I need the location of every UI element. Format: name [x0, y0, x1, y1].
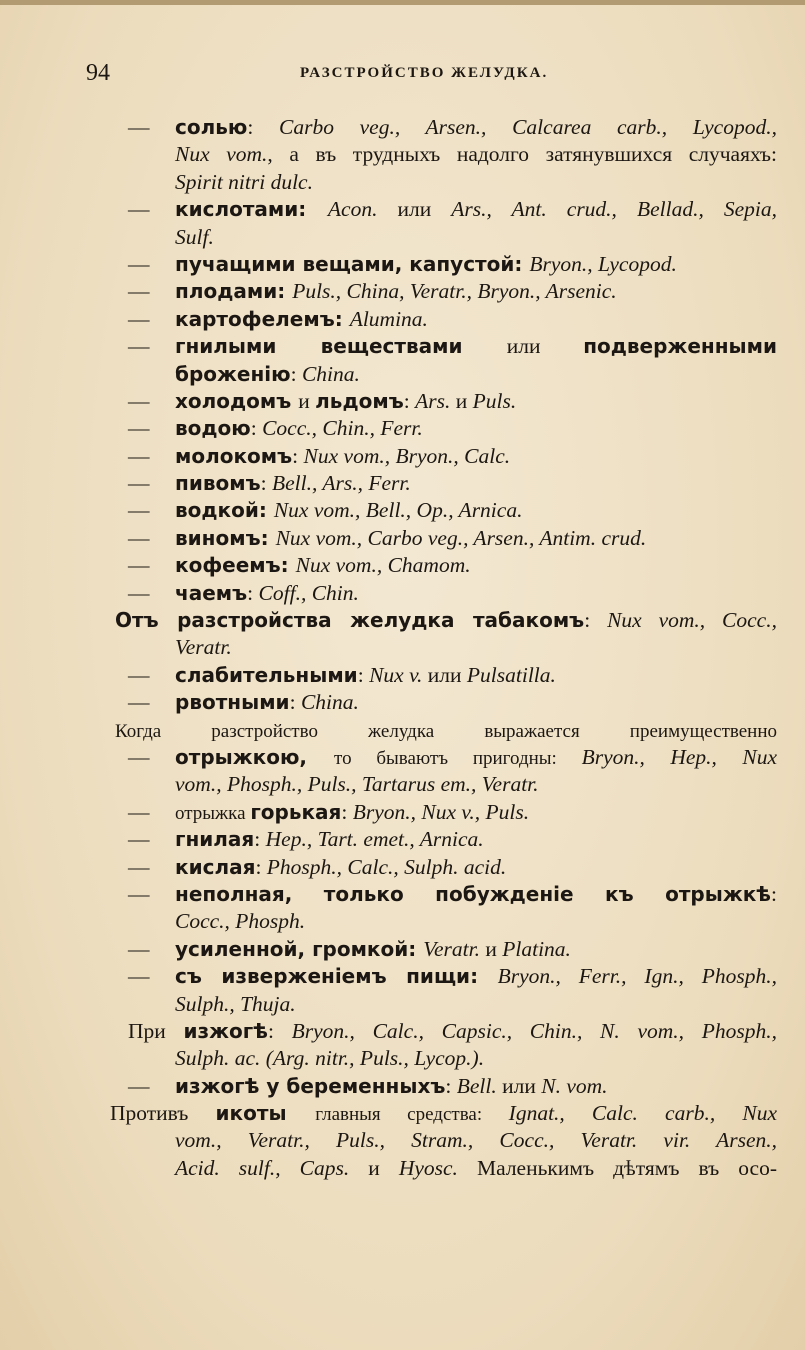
entry-dash: —	[128, 744, 150, 769]
plain-text: :	[292, 443, 304, 468]
plain-text: :	[341, 799, 353, 824]
text-line	[0, 224, 805, 251]
text-line	[0, 415, 805, 442]
plain-text: :	[584, 608, 608, 633]
bold-term: кислая	[175, 854, 256, 879]
text-line	[0, 443, 805, 470]
bold-term: неполная, только побужденiе къ отрыжкѣ	[175, 881, 772, 906]
text-line	[0, 826, 805, 853]
text-line	[0, 1045, 805, 1072]
text-line	[0, 908, 805, 935]
text-line	[0, 991, 805, 1018]
plain-text: :	[403, 388, 416, 413]
plain-text: :	[267, 1018, 292, 1043]
plain-text: :	[771, 881, 777, 906]
bold-term: рвотными	[175, 690, 290, 715]
text-line	[0, 580, 805, 607]
entry-dash: —	[128, 279, 150, 304]
text-line	[0, 662, 805, 689]
bold-term: льдомъ	[315, 388, 404, 413]
entry-dash: —	[128, 306, 150, 331]
remedy-text: Nux vom., Cocc.,	[607, 608, 777, 633]
remedy-text: Bell., Ars., Ferr.	[271, 471, 411, 496]
remedy-text: Acid. sulf., Caps.	[175, 1155, 350, 1180]
entry-dash: —	[128, 580, 150, 605]
bold-term: Отъ разстройства желудка табакомъ	[115, 608, 585, 633]
text-line	[0, 634, 805, 661]
plain-text: Противъ	[110, 1101, 216, 1126]
plain-text: При	[128, 1018, 184, 1043]
page-header	[0, 60, 805, 90]
remedy-text: Nux vom., Chamom.	[295, 553, 471, 578]
plain-text: Маленькимъ дѣтямъ въ осо-	[457, 1155, 777, 1180]
bold-term: водою	[175, 416, 251, 441]
text-line	[0, 1100, 805, 1127]
text-line	[0, 881, 805, 908]
remedy-text: Sulph., Thuja.	[175, 991, 296, 1016]
remedy-text: Ars., Ant. crud., Bellad., Sepia,	[451, 197, 777, 222]
bold-term: икоты	[215, 1101, 316, 1126]
text-line	[0, 771, 805, 798]
remedy-text: Bryon., Lycopod.	[529, 251, 677, 276]
remedy-text: Nux vom., Bell., Op., Arnica.	[273, 498, 523, 523]
plain-text: или	[422, 662, 467, 687]
plain-text: главныя средства:	[315, 1104, 509, 1126]
bold-term: гнилая	[175, 827, 255, 852]
entry-dash: —	[128, 443, 150, 468]
remedy-text: Alumina.	[349, 306, 428, 331]
remedy-text: Hyosc.	[398, 1155, 458, 1180]
bold-term: картофелемъ:	[175, 306, 350, 331]
entry-dash: —	[128, 854, 150, 879]
plain-text: :	[255, 854, 267, 879]
text-line	[0, 1073, 805, 1100]
remedy-text: Ignat., Calc. carb., Nux	[508, 1101, 777, 1126]
text-line	[0, 333, 805, 360]
page-top-edge	[0, 0, 805, 5]
remedy-text: Phosph., Calc., Sulph. acid.	[266, 854, 507, 879]
remedy-text: Sulph. ac. (Arg. nitr., Puls., Lycop.).	[175, 1046, 485, 1071]
remedy-text: China.	[301, 361, 360, 386]
entry-dash: —	[128, 416, 150, 441]
remedy-text: Cocc., Chin., Ferr.	[262, 416, 423, 441]
text-line	[0, 689, 805, 716]
plain-text: :	[290, 361, 302, 386]
bold-term: кислотами:	[175, 197, 328, 222]
entry-dash: —	[128, 388, 150, 413]
remedy-text: Bryon., Calc., Capsic., Chin., N. vom., Phosph.,	[291, 1018, 777, 1043]
text-line	[0, 1127, 805, 1154]
bold-term: изжогѣ у беременныхъ	[175, 1073, 446, 1098]
entry-dash: —	[128, 197, 150, 222]
remedy-text: Nux vom.	[175, 142, 268, 167]
remedy-text: vom., Veratr., Puls., Stram., Cocc., Veratr. vir. Arsen.,	[175, 1128, 777, 1153]
entry-dash: —	[128, 799, 150, 824]
plain-text: :	[254, 827, 266, 852]
remedy-text: Puls.	[472, 388, 517, 413]
text-line	[0, 388, 805, 415]
remedy-text: Cocc., Phosph.	[175, 909, 306, 934]
plain-text: :	[357, 662, 370, 687]
bold-term: подверженными	[583, 334, 777, 359]
plain-text: или	[377, 197, 452, 222]
bold-term: виномъ:	[175, 525, 276, 550]
bold-term: пивомъ	[175, 471, 261, 496]
text-line	[0, 251, 805, 278]
text-line	[0, 744, 805, 771]
bold-term: гнилыми веществами	[175, 334, 507, 359]
entry-dash: —	[128, 964, 150, 989]
text-line	[0, 306, 805, 333]
text-line	[0, 497, 805, 524]
text-line	[0, 196, 805, 223]
plain-text: :	[250, 416, 263, 441]
remedy-text: Puls., China, Veratr., Bryon., Arsenic.	[292, 279, 617, 304]
page-number: 94	[86, 60, 110, 86]
entry-dash: —	[128, 662, 150, 687]
remedy-text: Sulf.	[175, 224, 214, 249]
plain-text: Когда разстройство желудка выражается преимущественно	[115, 720, 777, 742]
remedy-text: Acon.	[327, 197, 378, 222]
remedy-text: Platina.	[502, 936, 571, 961]
remedy-text: Nux v.	[369, 662, 423, 687]
text-line	[0, 552, 805, 579]
plain-text: или	[496, 1073, 542, 1098]
entry-dash: —	[128, 1073, 150, 1098]
text-line	[0, 361, 805, 388]
plain-text: или	[506, 334, 584, 359]
remedy-text: Veratr.	[175, 635, 232, 660]
plain-text: :	[445, 1073, 457, 1098]
text-line	[0, 936, 805, 963]
remedy-text: N. vom.	[541, 1073, 608, 1098]
remedy-text: Nux vom., Carbo veg., Arsen., Antim. crud.	[275, 525, 647, 550]
text-line	[0, 854, 805, 881]
text-line	[0, 169, 805, 196]
bold-term: изжогѣ	[183, 1018, 268, 1043]
text-line	[0, 963, 805, 990]
entry-dash: —	[128, 553, 150, 578]
remedy-text: Nux vom., Bryon., Calc.	[303, 443, 511, 468]
entry-dash: —	[128, 251, 150, 276]
bold-term: холодомъ	[175, 388, 299, 413]
plain-text: и	[450, 388, 473, 413]
remedy-text: Bell.	[456, 1073, 497, 1098]
plain-text: , а въ трудныхъ надолго затянувшихся случаяхъ:	[267, 142, 777, 167]
remedy-text: Bryon., Nux v., Puls.	[352, 799, 530, 824]
remedy-text: Pulsatilla.	[466, 662, 556, 687]
text-line	[0, 470, 805, 497]
plain-text: :	[247, 115, 279, 139]
plain-text: и	[479, 936, 503, 961]
plain-text: :	[289, 690, 301, 715]
running-title: РАЗСТРОЙСТВО ЖЕЛУДКА.	[300, 65, 549, 81]
text-line	[0, 799, 805, 826]
plain-text: отрыжка	[175, 802, 251, 824]
bold-term: солью	[175, 115, 248, 139]
entry-dash: —	[128, 827, 150, 852]
plain-text: :	[247, 580, 259, 605]
text-line	[0, 278, 805, 305]
remedy-text: Ars.	[415, 388, 451, 413]
remedy-text: Carbo veg., Arsen., Calcarea carb., Lycopod.,	[279, 115, 777, 139]
bold-term: пучащими вещами, капустой:	[175, 251, 530, 276]
remedy-text: Bryon., Hep., Nux	[581, 744, 777, 769]
entry-dash: —	[128, 690, 150, 715]
bold-term: отрыжкою,	[175, 744, 335, 769]
entry-dash: —	[128, 936, 150, 961]
remedy-text: Veratr.	[423, 936, 480, 961]
remedy-text: Spirit nitri dulc.	[175, 169, 313, 194]
bold-term: броженiю	[175, 361, 291, 386]
entry-dash: —	[128, 881, 150, 906]
bold-term: слабительными	[175, 662, 358, 687]
bold-term: усиленной, громкой:	[175, 936, 424, 961]
remedy-text: China.	[300, 690, 359, 715]
plain-text: :	[260, 471, 272, 496]
text-line	[0, 607, 805, 634]
plain-text: и	[349, 1155, 399, 1180]
entry-dash: —	[128, 334, 150, 359]
entry-dash: —	[128, 115, 150, 139]
remedy-text: Bryon., Ferr., Ign., Phosph.,	[497, 964, 777, 989]
entry-dash: —	[128, 525, 150, 550]
text-line	[0, 1155, 805, 1182]
text-line	[0, 114, 805, 141]
entry-dash: —	[128, 471, 150, 496]
plain-text: то бываютъ пригодны:	[334, 747, 582, 769]
remedy-text: Coff., Chin.	[258, 580, 359, 605]
remedy-text: vom., Phosph., Puls., Tartarus em., Veratr.	[175, 772, 539, 797]
plain-text: и	[298, 388, 316, 413]
bold-term: молокомъ	[175, 443, 293, 468]
bold-term: съ изверженiемъ пищи:	[175, 964, 498, 989]
entry-dash: —	[128, 498, 150, 523]
page-body	[0, 114, 805, 1182]
bold-term: кофеемъ:	[175, 553, 296, 578]
bold-term: горькая	[250, 799, 342, 824]
text-line	[0, 525, 805, 552]
text-line	[0, 1018, 805, 1045]
bold-term: плодами:	[175, 279, 293, 304]
text-line	[0, 141, 805, 168]
bold-term: чаемъ	[175, 580, 248, 605]
bold-term: водкой:	[175, 498, 274, 523]
remedy-text: Hep., Tart. emet., Arnica.	[265, 827, 484, 852]
text-line	[0, 717, 805, 744]
